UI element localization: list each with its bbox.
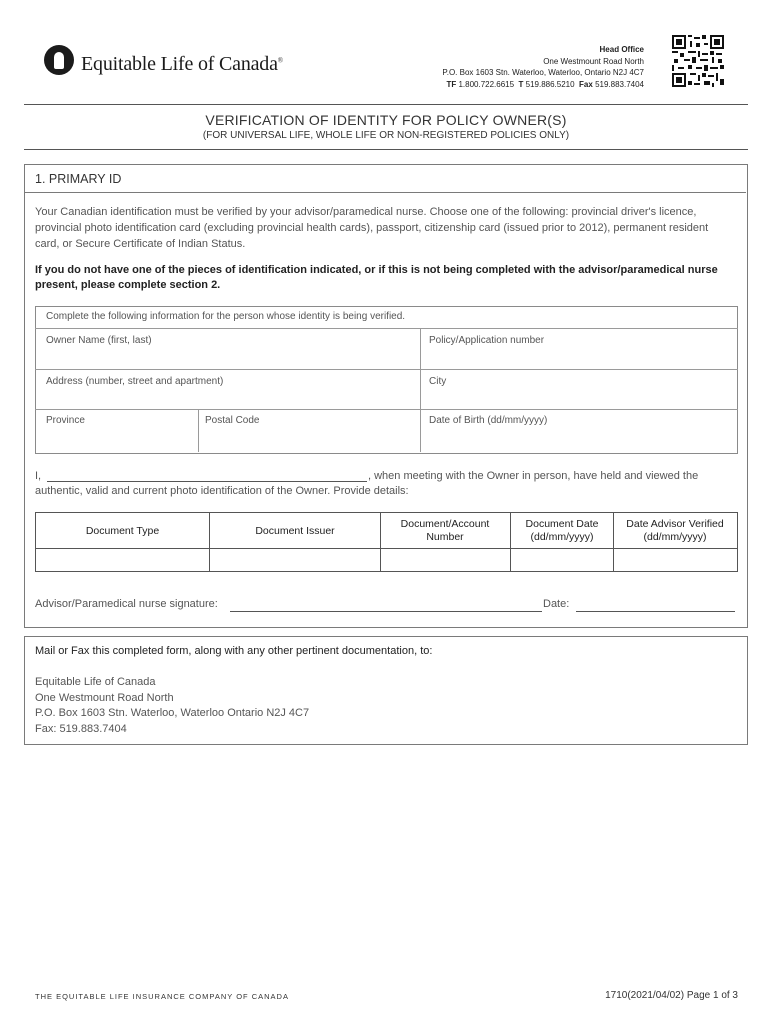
mail-address-line: Fax: 519.883.7404 xyxy=(35,722,127,735)
footer-company: THE EQUITABLE LIFE INSURANCE COMPANY OF CANADA xyxy=(35,992,289,1001)
form-title: VERIFICATION OF IDENTITY FOR POLICY OWNER(S) xyxy=(205,112,567,128)
form-subtitle: (FOR UNIVERSAL LIFE, WHOLE LIFE OR NON-REGISTERED POLICIES ONLY) xyxy=(202,130,570,141)
statement-prefix: I, xyxy=(35,470,42,482)
cell-document-number[interactable] xyxy=(381,549,510,571)
title-divider xyxy=(24,149,748,150)
head-office-contact: TF 1.800.722.6615 T 519.886.5210 Fax 519.883.7404 xyxy=(446,79,644,89)
date-field[interactable] xyxy=(576,598,735,612)
mail-address xyxy=(35,675,309,737)
info-caption: Complete the following information for the person whose identity is being verified. xyxy=(46,311,406,322)
header-document-issuer: Document Issuer xyxy=(255,525,335,537)
header-date-verified: Date Advisor Verified (dd/mm/yyyy) xyxy=(626,518,724,543)
grid-line xyxy=(35,369,738,370)
head-office-address xyxy=(442,44,644,90)
mail-heading: Mail or Fax this completed form, along with any other pertinent documentation, to: xyxy=(35,645,433,657)
advisor-name-field[interactable] xyxy=(47,469,367,482)
province-field[interactable]: Province xyxy=(46,415,85,426)
signature-label: Advisor/Paramedical nurse signature: xyxy=(35,598,218,610)
mail-address-line: One Westmount Road North xyxy=(35,691,174,704)
grid-line xyxy=(420,328,421,452)
bold-note: If you do not have one of the pieces of identification indicated, or if this is not being completed with the advisor/paramedical nurse present, please complete section 2. xyxy=(35,264,718,291)
footer-page-info xyxy=(605,990,738,1001)
header-document-number: Document/Account Number xyxy=(400,518,490,543)
section-header xyxy=(24,164,746,193)
address-field[interactable]: Address (number, street and apartment) xyxy=(46,376,224,387)
cell-document-date[interactable] xyxy=(511,549,613,571)
head-office-street: One Westmount Road North xyxy=(543,56,644,66)
form-id: 1710(2021/04/02) xyxy=(605,990,685,1001)
postal-code-field[interactable]: Postal Code xyxy=(205,415,260,426)
owner-name-field[interactable]: Owner Name (first, last) xyxy=(46,335,152,346)
cell-date-verified[interactable] xyxy=(614,549,735,571)
section-title: 1. PRIMARY ID xyxy=(35,172,122,186)
statement-suffix: , when meeting with the Owner in person, have held and viewed the xyxy=(368,470,699,482)
logo-icon xyxy=(44,45,74,75)
head-office-po: P.O. Box 1603 Stn. Waterloo, Waterloo, Ontario N2J 4C7 xyxy=(442,68,644,77)
page-number: Page 1 of 3 xyxy=(686,990,738,1001)
logo-text: Equitable Life of Canada® xyxy=(81,53,283,75)
header-document-type: Document Type xyxy=(85,525,160,537)
grid-line xyxy=(35,409,738,410)
header-divider xyxy=(24,104,748,105)
head-office-title: Head Office xyxy=(599,45,644,54)
city-field[interactable]: City xyxy=(429,376,447,387)
signature-field[interactable] xyxy=(230,598,542,612)
date-label: Date: xyxy=(543,598,570,610)
dob-field[interactable]: Date of Birth (dd/mm/yyyy) xyxy=(429,415,548,426)
policy-number-field[interactable]: Policy/Application number xyxy=(429,335,545,346)
mail-address-line: P.O. Box 1603 Stn. Waterloo, Waterloo Ontario N2J 4C7 xyxy=(35,707,310,719)
cell-document-issuer[interactable] xyxy=(210,549,380,571)
grid-line xyxy=(198,409,199,452)
cell-document-type[interactable] xyxy=(36,549,209,571)
grid-line xyxy=(35,328,738,329)
qr-code-icon xyxy=(672,35,724,87)
mail-address-line: Equitable Life of Canada xyxy=(35,676,156,688)
intro-text: Your Canadian identification must be verified by your advisor/paramedical nurse. Choose one of the following: provincial driver's licence, provincial photo identification card (excluding provincial health cards), passport, citizenship card (issued prior to 2012), permanent resident card, or Secure Certificate of Indian Status. xyxy=(35,206,709,250)
header-document-date: Document Date (dd/mm/yyyy) xyxy=(525,518,599,543)
statement-line2: authentic, valid and current photo identification of the Owner. Provide details: xyxy=(35,485,409,497)
